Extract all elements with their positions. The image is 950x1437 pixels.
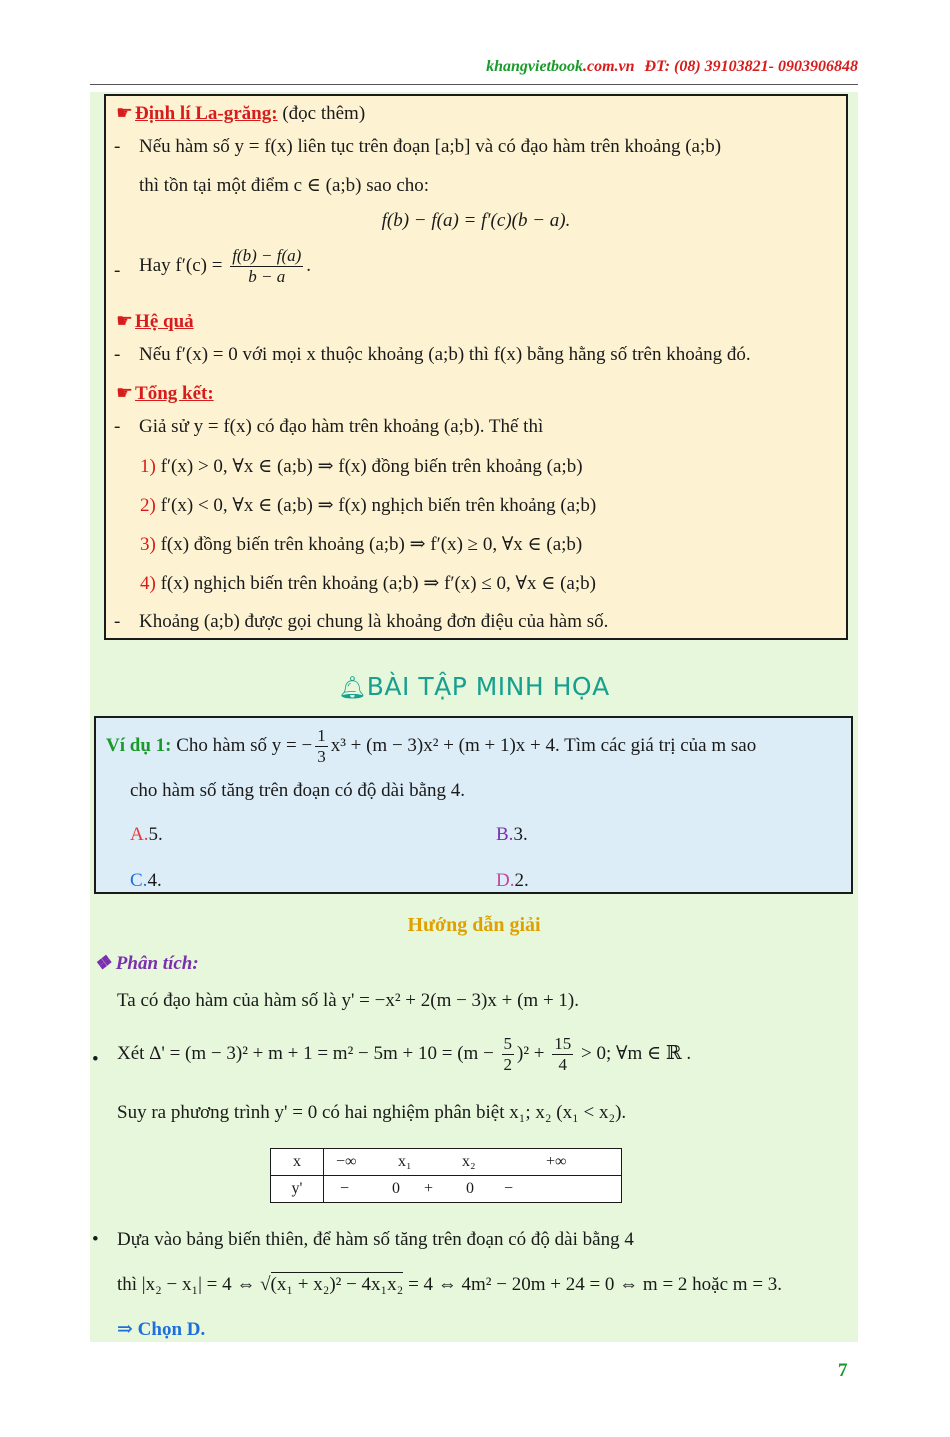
conclusion-line2: thì |x₂ − x₁| = 4 ⇔ √(x₁ + x₂)² − 4x₁x₂ = 4 ⇔ 4m² − 20m + 24 = 0 ⇔ m = 2 hoặc m = 3. bbox=[117, 1274, 783, 1295]
page-header bbox=[90, 58, 858, 85]
analysis-heading: ❖ Phân tích: bbox=[94, 953, 199, 974]
example-statement: Ví dụ 1: Cho hàm số y = − $\frac{1}{3}$ x³ + (m − 3)x² + (m + 1)x + 4. Tìm các giá trị của m sao bbox=[106, 726, 757, 766]
pointing-hand-icon: ☛ bbox=[116, 311, 134, 332]
bullet-icon: • bbox=[92, 1049, 99, 1070]
summary-item: 1) f′(x) > 0, ∀x ∈ (a;b) ⇒ f(x) đồng biến trên khoảng (a;b) bbox=[140, 456, 583, 477]
table-cell: −∞ x₁ x₂ +∞ bbox=[324, 1149, 622, 1176]
page-number: 7 bbox=[838, 1360, 848, 1381]
theory-box: ☛ Định lí La-grăng: (đọc thêm) - Nếu hàm số y = f(x) liên tục trên đoạn [a;b] và có đạo hàm trên khoảng (a;b) thì tồn tại một điểm c ∈ (a;b) sao cho: f(b) − f(a) = f′(c)(b − a). - Hay f′(c) = $\frac{f(b) - f(a)}{b - a}$ . ☛ Hệ quả - Nếu f′(x) = 0 với mọi x thuộc khoảng (a;b) thì f(x) bằng hằng số trên khoảng đó. ☛ Tổng kết: - Giả sử y = f(x) có đạo hàm trên khoảng (a;b). Thế thì 1) f′(x) > 0, ∀x ∈ (a;b) ⇒ f(x) đồng biến trên khoảng (a;b) 2) f′(x) < 0, ∀x ∈ (a;b) ⇒ f(x) nghịch biến trên khoảng (a;b) 3) f(x) đồng biến trên khoảng (a;b) ⇒ f′(x) ≥ 0, ∀x ∈ (a;b) 4) f(x) nghịch biến trên khoảng (a;b) ⇒ f′(x) ≤ 0, ∀x ∈ (a;b) - Khoảng (a;b) được gọi chung là khoảng đơn điệu của hàm số. bbox=[104, 94, 848, 640]
table-header-cell: y' bbox=[271, 1176, 324, 1203]
summary-item: 4) f(x) nghịch biến trên khoảng (a;b) ⇒ f′(x) ≤ 0, ∀x ∈ (a;b) bbox=[140, 573, 596, 594]
conclusion-line1: Dựa vào bảng biến thiên, để hàm số tăng trên đoạn có độ dài bằng 4 bbox=[117, 1229, 634, 1250]
option-b[interactable]: B.3. bbox=[496, 824, 528, 845]
example-statement-line2: cho hàm số tăng trên đoạn có độ dài bằng 4. bbox=[130, 780, 466, 801]
option-d[interactable]: D.2. bbox=[496, 870, 529, 891]
table-row bbox=[271, 1149, 622, 1176]
answer-choice: ⇒ Chọn D. bbox=[117, 1319, 206, 1340]
solution-title: Hướng dẫn giải bbox=[407, 914, 541, 936]
summary-item: 2) f′(x) < 0, ∀x ∈ (a;b) ⇒ f(x) nghịch biến trên khoảng (a;b) bbox=[140, 495, 597, 516]
example-label: Ví dụ 1: bbox=[106, 734, 172, 756]
pointing-hand-icon: ☛ bbox=[116, 103, 134, 124]
table-cell: − 0 + 0 − bbox=[324, 1176, 622, 1203]
option-c[interactable]: C.4. bbox=[130, 870, 162, 891]
header-phone: ĐT: (08) 39103821- 0903906848 bbox=[644, 58, 858, 75]
pointing-hand-icon: ☛ bbox=[116, 383, 134, 404]
roots-line: Suy ra phương trình y' = 0 có hai nghiệm phân biệt x₁; x₂ (x₁ < x₂). bbox=[117, 1102, 627, 1123]
table-header-cell: x bbox=[271, 1149, 324, 1176]
corollary-heading: ☛ Hệ quả bbox=[116, 311, 194, 332]
table-row bbox=[271, 1176, 622, 1203]
variation-table bbox=[270, 1148, 622, 1203]
delta-line: Xét Δ' = (m − 3)² + m + 1 = m² − 5m + 10 = (m − $\frac{5}{2}$ )² + $\frac{15}{4}$ > 0; ∀m ∈ ℝ . bbox=[117, 1034, 692, 1074]
lagrange-formula: f(b) − f(a) = f′(c)(b − a). bbox=[381, 210, 571, 231]
summary-heading: ☛ Tổng kết: bbox=[116, 383, 214, 404]
derivative-line: Ta có đạo hàm của hàm số là y' = −x² + 2(m − 3)x + (m + 1). bbox=[117, 990, 580, 1011]
lagrange-heading: ☛ Định lí La-grăng: (đọc thêm) bbox=[116, 103, 366, 124]
bell-icon: 🔔︎ bbox=[338, 676, 367, 701]
site-name: khangvietbook.com.vn bbox=[486, 58, 635, 75]
example-box bbox=[94, 716, 853, 894]
section-title: 🔔︎BÀI TẬP MINH HỌA bbox=[338, 672, 610, 701]
summary-item: 3) f(x) đồng biến trên khoảng (a;b) ⇒ f′(x) ≥ 0, ∀x ∈ (a;b) bbox=[140, 534, 583, 555]
diamond-bullet-icon: ❖ bbox=[94, 953, 112, 974]
bullet-icon: • bbox=[92, 1229, 99, 1250]
option-a[interactable]: A.5. bbox=[130, 824, 163, 845]
